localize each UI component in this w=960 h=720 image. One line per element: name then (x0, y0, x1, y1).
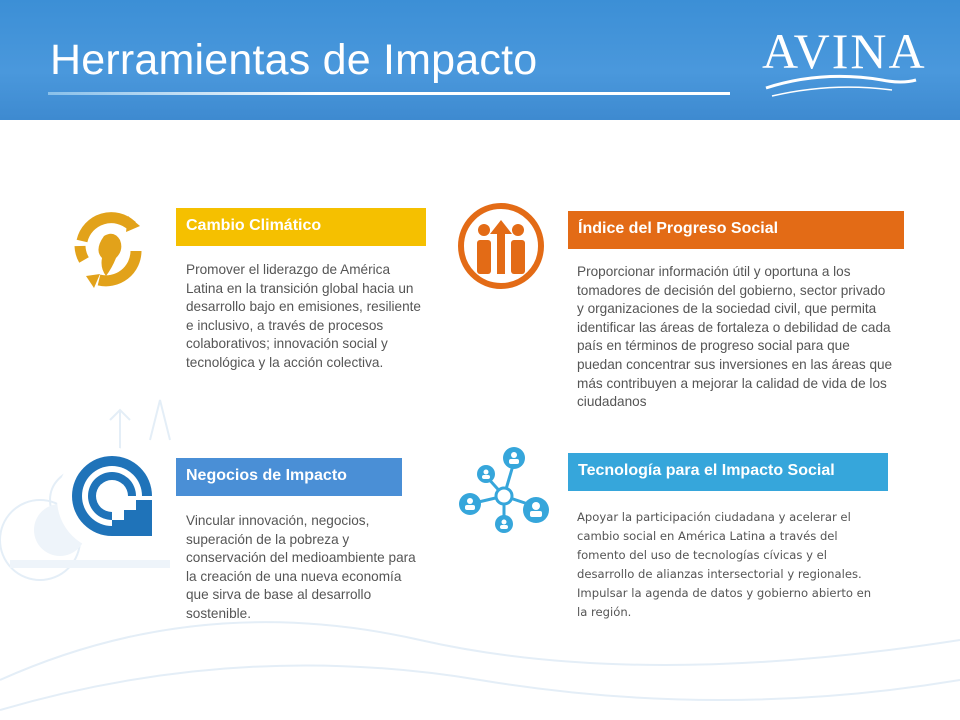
progreso-social-header: Índice del Progreso Social (568, 211, 904, 249)
cambio-climatico-header: Cambio Climático (176, 208, 426, 246)
logo-swoosh-icon (762, 22, 927, 104)
people-arrow-icon (446, 190, 556, 300)
page-title: Herramientas de Impacto (50, 36, 538, 84)
title-underline (48, 92, 730, 95)
network-people-icon (452, 444, 562, 544)
negocios-impacto-header: Negocios de Impacto (176, 458, 402, 496)
logo-wordmark: AVINA (762, 23, 927, 79)
progreso-social-icon-wrap (446, 190, 556, 300)
cambio-climatico-icon-wrap (54, 196, 164, 306)
tecnologia-icon-wrap (452, 444, 562, 544)
tecnologia-text: Apoyar la participación ciudadana y acelerar el cambio social en América Latina a través del fomento del uso de tecnologías cívicas y el desarrollo de alianzas intersectorial y regionales. Impulsar la agenda de datos y gobierno abierto en la región. (577, 510, 872, 619)
avina-logo (762, 22, 927, 104)
negocios-impacto-icon-wrap (54, 444, 164, 554)
progreso-social-text: Proporcionar información útil y oportuna a los tomadores de decisión del gobierno, sector privado y organizaciones de la sociedad civil, que permita identificar las áreas de fortaleza o debilidad de cada país en términos de progreso social para que puedan concentrar sus inversiones en las áreas que más contribuyen a mejorar la calidad de vida de los ciudadanos (577, 264, 893, 410)
cambio-climatico-text: Promover el liderazgo de América Latina en la transición global hacia un desarrollo bajo en emisiones, resiliente e inclusivo, a través de procesos colaborativos; innovación social y tecnológica y la acción colectiva. (186, 262, 421, 370)
tecnologia-header: Tecnología para el Impacto Social (568, 453, 888, 491)
negocios-impacto-text: Vincular innovación, negocios, superación de la pobreza y conservación del medioambiente para la creación de una nueva economía que sirva de base al desarrollo sostenible. (186, 513, 416, 621)
globe-arrows-icon (54, 196, 164, 306)
concentric-steps-icon (54, 444, 164, 554)
